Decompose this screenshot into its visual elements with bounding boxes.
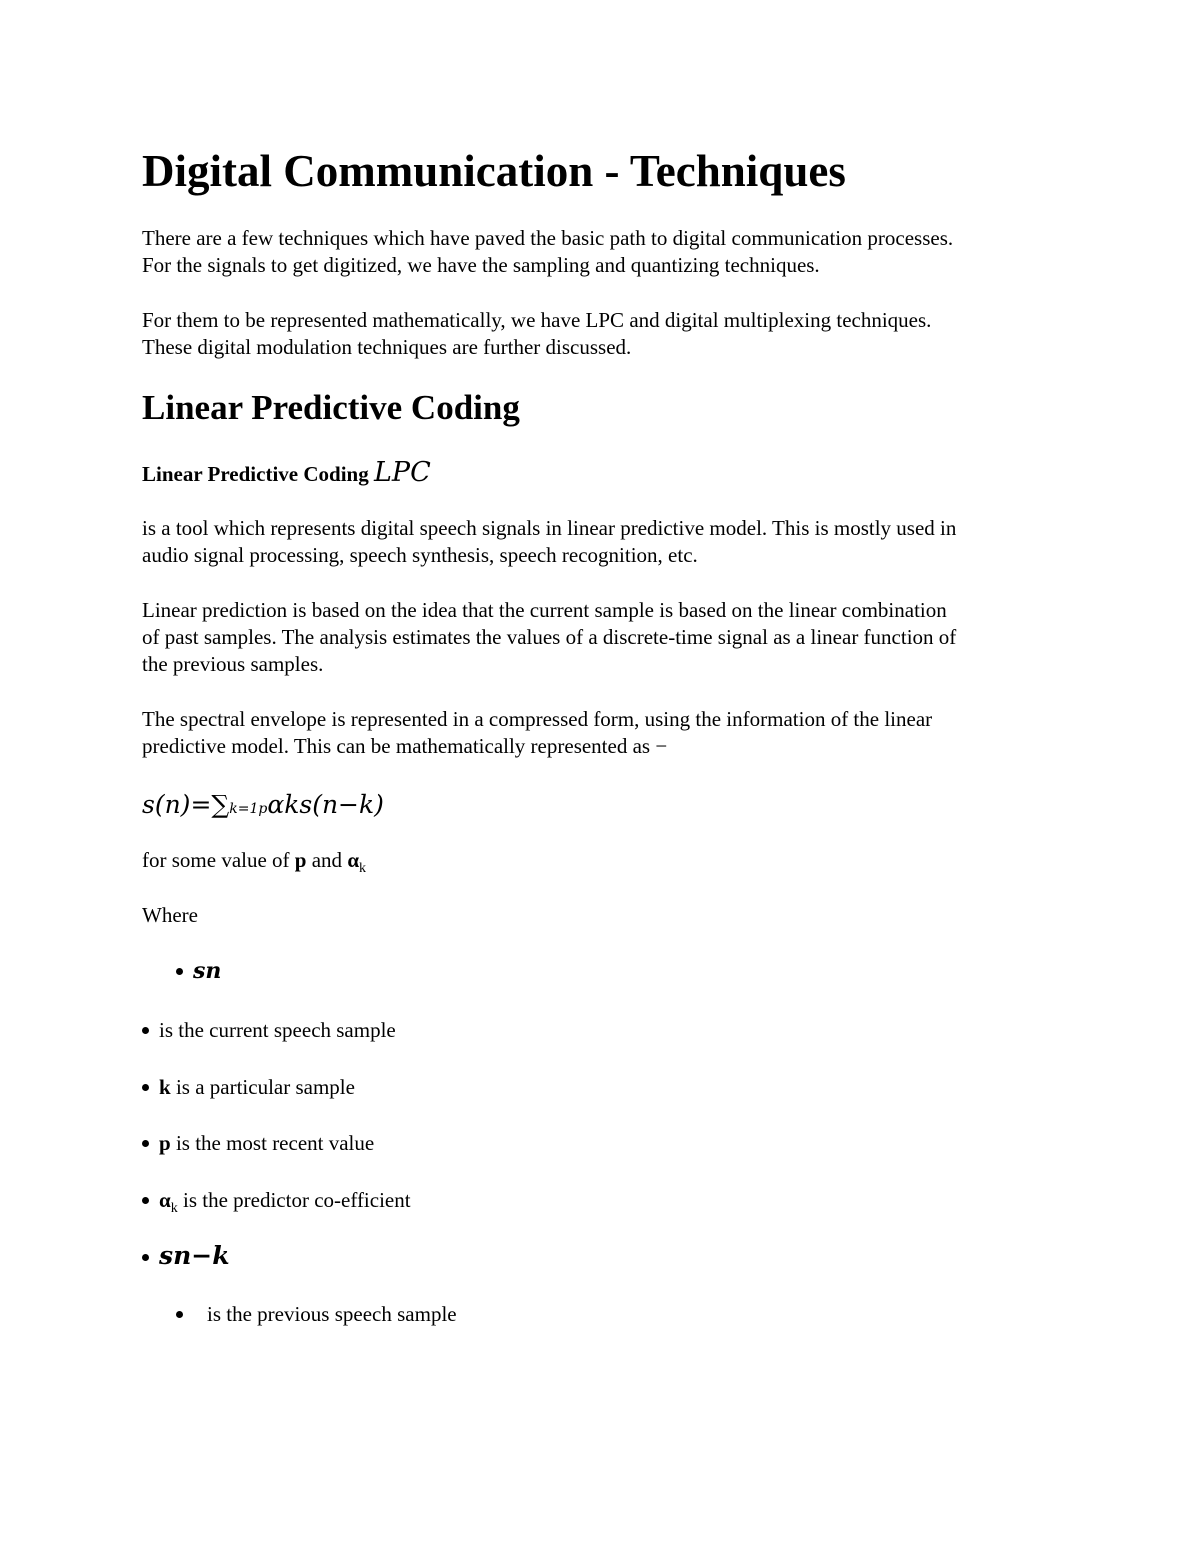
bullet-dot (176, 1311, 183, 1318)
list-item (142, 1130, 374, 1157)
where-label: Where (142, 903, 198, 927)
formula-lhs: s(n)=∑ (142, 790, 230, 819)
bullet-dot (142, 1197, 149, 1204)
para2-line-1: Linear prediction is based on the idea that the current sample is based on the linear combination (142, 598, 947, 622)
para2-line-3: the previous samples. (142, 652, 324, 676)
bullet-alpha: α (159, 1188, 171, 1212)
formula-rhs: αks(n−k) (267, 790, 384, 819)
bullet-dot (142, 1140, 149, 1147)
para1-line-2: audio signal processing, speech synthesis, speech recognition, etc. (142, 543, 698, 567)
para3-line-2: predictive model. This can be mathematically represented as − (142, 734, 668, 758)
bullet-dot (142, 1027, 149, 1034)
var-p: p (294, 848, 307, 872)
list-item (142, 1187, 411, 1222)
var-alpha-sub: k (359, 861, 367, 877)
list-item (176, 958, 221, 985)
bullet-k: k (159, 1075, 171, 1099)
bullet-snk: sn−k (159, 1241, 230, 1270)
intro-line-3: For them to be represented mathematically, we have LPC and digital multiplexing techniques. (142, 308, 932, 332)
bullet-previous: is the previous speech sample (207, 1302, 457, 1326)
list-item (142, 1074, 355, 1101)
subheading-math: LPC (373, 457, 431, 488)
bullet-sn: sn (193, 958, 222, 984)
var-alpha: α (347, 848, 360, 872)
list-item (142, 1242, 230, 1271)
list-item (176, 1301, 457, 1328)
bullet-alpha-text: is the predictor co-efficient (177, 1188, 411, 1212)
lpc-formula (142, 789, 384, 825)
intro-line-2: For the signals to get digitized, we have the sampling and quantizing techniques. (142, 253, 820, 277)
bullet-dot (142, 1084, 149, 1091)
formula-limits: k=1p (229, 801, 268, 817)
para3-line-1: The spectral envelope is represented in a compressed form, using the information of the linear (142, 707, 933, 731)
subheading-text: Linear Predictive Coding (142, 462, 369, 486)
para1-line-1: is a tool which represents digital speech signals in linear predictive model. This is mostly used in (142, 516, 957, 540)
intro-line-4: These digital modulation techniques are further discussed. (142, 335, 632, 359)
section-heading: Linear Predictive Coding (142, 388, 520, 427)
for-some-value-line (142, 847, 366, 882)
bullet-dot (142, 1254, 149, 1261)
bullet-p: p (159, 1131, 171, 1155)
bullet-alpha-sub: k (170, 1201, 178, 1217)
for-some-prefix: for some value of (142, 848, 295, 872)
para2-line-2: of past samples. The analysis estimates the values of a discrete-time signal as a linear function of (142, 625, 957, 649)
bullet-k-text: is a particular sample (170, 1075, 355, 1099)
section-subheading (142, 455, 431, 492)
list-item (142, 1017, 396, 1044)
bullet-p-text: is the most recent value (170, 1131, 375, 1155)
bullet-current: is the current speech sample (159, 1018, 396, 1042)
bullet-dot (176, 968, 183, 975)
for-some-and: and (306, 848, 348, 872)
page-title: Digital Communication - Techniques (142, 146, 846, 196)
intro-line-1: There are a few techniques which have paved the basic path to digital communication processes. (142, 226, 954, 250)
